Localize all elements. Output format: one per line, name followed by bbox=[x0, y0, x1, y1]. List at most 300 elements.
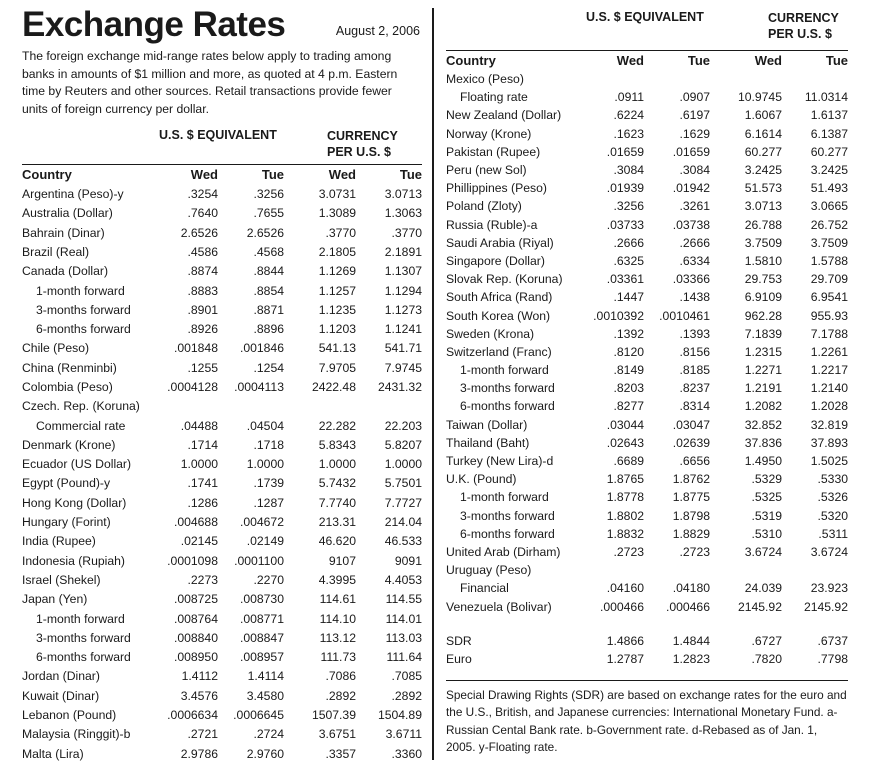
country-cell: Australia (Dollar) bbox=[22, 206, 113, 221]
usd-tue-cell: .6334 bbox=[679, 253, 710, 268]
table-row bbox=[22, 300, 422, 319]
cur-wed-cell: .5325 bbox=[751, 490, 782, 505]
cur-tue-cell: 11.0314 bbox=[804, 90, 848, 105]
usd-wed-cell: .8874 bbox=[187, 264, 218, 279]
usd-tue-cell: 1.4844 bbox=[672, 633, 710, 648]
cur-wed-cell: 29.753 bbox=[744, 272, 782, 287]
left-group-header bbox=[22, 128, 422, 164]
cur-tue-cell: 1.2217 bbox=[810, 363, 848, 378]
usd-wed-cell: .6689 bbox=[613, 454, 644, 469]
usd-wed-cell: .1447 bbox=[613, 290, 644, 305]
usd-wed-cell: .0010392 bbox=[593, 308, 644, 323]
country-cell: Argentina (Peso)-y bbox=[22, 187, 124, 202]
country-cell: Peru (new Sol) bbox=[446, 163, 527, 178]
cur-tue-cell: 3.6711 bbox=[385, 727, 422, 742]
table-row bbox=[446, 325, 848, 343]
cur-wed-cell: 37.836 bbox=[744, 435, 782, 450]
country-cell: Russia (Ruble)-a bbox=[446, 217, 538, 232]
table-row bbox=[22, 512, 422, 531]
cur-wed-cell: .5329 bbox=[751, 472, 782, 487]
cur-tue-cell: 1.1273 bbox=[384, 302, 422, 317]
cur-tue-cell: 22.203 bbox=[384, 418, 422, 433]
currency-heading-line1: CURRENCY bbox=[327, 129, 398, 144]
table-row bbox=[446, 125, 848, 143]
currency-heading-line2-right: PER U.S. $ bbox=[768, 27, 832, 41]
usd-tue-cell: .8871 bbox=[253, 302, 284, 317]
usd-tue-cell: .2724 bbox=[253, 727, 284, 742]
cur-wed-cell: 1.2315 bbox=[744, 344, 782, 359]
table-row bbox=[446, 561, 848, 579]
usd-tue-cell: .4568 bbox=[253, 244, 284, 259]
table-row bbox=[22, 725, 422, 744]
usd-tue-cell: .04180 bbox=[672, 581, 710, 596]
cur-tue-cell: 955.93 bbox=[810, 308, 848, 323]
cur-wed-cell: 1.1203 bbox=[318, 322, 356, 337]
country-cell: 6-months forward bbox=[460, 526, 555, 541]
usd-tue-cell: .01659 bbox=[672, 144, 710, 159]
country-cell: Colombia (Peso) bbox=[22, 379, 113, 394]
country-cell: South Korea (Won) bbox=[446, 308, 551, 323]
cur-tue-cell: 1.0000 bbox=[384, 457, 422, 472]
cur-tue-cell: .5320 bbox=[817, 508, 848, 523]
cur-tue-cell: 1.1307 bbox=[384, 264, 422, 279]
usd-wed-cell: .2723 bbox=[613, 544, 644, 559]
usd-wed-cell: 1.8765 bbox=[606, 472, 644, 487]
usd-wed-cell: 1.0000 bbox=[180, 457, 218, 472]
table-row bbox=[22, 435, 422, 454]
country-cell: 1-month forward bbox=[36, 283, 125, 298]
country-cell: Turkey (New Lira)-d bbox=[446, 454, 554, 469]
cur-tue-cell: 1.6137 bbox=[810, 108, 848, 123]
table-row bbox=[22, 532, 422, 551]
country-cell: United Arab (Dirham) bbox=[446, 544, 561, 559]
usd-tue-cell: .03366 bbox=[672, 272, 710, 287]
usd-tue-cell: .2270 bbox=[253, 572, 284, 587]
usd-tue-cell: .2723 bbox=[679, 544, 710, 559]
table-row bbox=[22, 455, 422, 474]
cur-tue-cell: 60.277 bbox=[810, 144, 848, 159]
cur-tue-cell: 7.1788 bbox=[810, 326, 848, 341]
usd-wed-cell: .0001098 bbox=[167, 553, 218, 568]
country-cell: 6-months forward bbox=[36, 650, 131, 665]
cur-wed-cell: 962.28 bbox=[744, 308, 782, 323]
cur-wed-cell: 1.1235 bbox=[318, 302, 356, 317]
cur-wed-cell: 60.277 bbox=[744, 144, 782, 159]
cur-tue-cell: .7798 bbox=[817, 651, 848, 666]
usd-tue-cell: .0004113 bbox=[234, 379, 284, 394]
usd-tue-cell: .8896 bbox=[253, 322, 284, 337]
table-row bbox=[446, 488, 848, 506]
usd-tue-cell: .2666 bbox=[679, 235, 710, 250]
usd-tue-column-header-right: Tue bbox=[687, 53, 710, 68]
usd-equivalent-heading: U.S. $ EQUIVALENT bbox=[159, 128, 277, 143]
usd-tue-cell: 2.9760 bbox=[246, 746, 284, 761]
usd-tue-cell: .1393 bbox=[679, 326, 710, 341]
country-cell: Hungary (Forint) bbox=[22, 515, 111, 530]
usd-tue-cell: .02639 bbox=[672, 435, 710, 450]
usd-wed-cell: .1714 bbox=[187, 437, 218, 452]
cur-wed-cell: 51.573 bbox=[744, 181, 782, 196]
cur-tue-cell: 4.4053 bbox=[384, 572, 422, 587]
usd-wed-cell: .1392 bbox=[613, 326, 644, 341]
country-cell: Venezuela (Bolivar) bbox=[446, 599, 552, 614]
usd-tue-cell: .8314 bbox=[679, 399, 710, 414]
table-row bbox=[22, 281, 422, 300]
cur-wed-cell: 1.5810 bbox=[744, 253, 782, 268]
country-cell: 1-month forward bbox=[460, 490, 549, 505]
cur-wed-cell: 26.788 bbox=[744, 217, 782, 232]
right-table-header bbox=[446, 50, 848, 70]
cur-wed-cell: 24.039 bbox=[744, 581, 782, 596]
usd-tue-cell: .1438 bbox=[679, 290, 710, 305]
country-cell: 6-months forward bbox=[36, 322, 131, 337]
table-row bbox=[446, 579, 848, 597]
table-row bbox=[446, 632, 848, 650]
currency-heading-line1-right: CURRENCY bbox=[768, 11, 839, 25]
country-cell: Commercial rate bbox=[36, 418, 126, 433]
cur-wed-cell: 2.1805 bbox=[318, 244, 356, 259]
usd-wed-cell: 3.4576 bbox=[180, 688, 218, 703]
cur-wed-cell: 2422.48 bbox=[311, 379, 356, 394]
table-row bbox=[446, 106, 848, 124]
cur-wed-cell: 114.10 bbox=[319, 611, 356, 626]
usd-wed-cell: 1.8802 bbox=[606, 508, 644, 523]
usd-tue-cell: 1.8829 bbox=[672, 526, 710, 541]
cur-tue-cell: 6.1387 bbox=[810, 126, 848, 141]
country-cell: 1-month forward bbox=[36, 611, 125, 626]
usd-wed-cell: .3254 bbox=[187, 187, 218, 202]
usd-wed-cell: .1286 bbox=[187, 495, 218, 510]
column-divider bbox=[432, 8, 434, 760]
usd-wed-cell: .7640 bbox=[187, 206, 218, 221]
usd-tue-cell: .02149 bbox=[246, 534, 284, 549]
country-cell: India (Rupee) bbox=[22, 534, 96, 549]
cur-tue-cell: 37.893 bbox=[810, 435, 848, 450]
usd-tue-cell: 1.8762 bbox=[672, 472, 710, 487]
usd-tue-cell: .008957 bbox=[239, 650, 284, 665]
usd-wed-cell: .008725 bbox=[173, 592, 218, 607]
cur-tue-cell: 1.5025 bbox=[810, 454, 848, 469]
table-row bbox=[446, 252, 848, 270]
cur-tue-cell: 1.1241 bbox=[384, 322, 422, 337]
cur-wed-cell: 114.61 bbox=[319, 592, 356, 607]
table-row bbox=[22, 648, 422, 667]
table-row bbox=[22, 397, 422, 416]
cur-wed-cell: 3.7509 bbox=[744, 235, 782, 250]
table-row bbox=[446, 650, 848, 668]
usd-wed-cell: .8901 bbox=[187, 302, 218, 317]
cur-wed-cell: 32.852 bbox=[744, 417, 782, 432]
table-row bbox=[22, 705, 422, 724]
usd-wed-cell: 1.4866 bbox=[606, 633, 644, 648]
country-cell: China (Renminbi) bbox=[22, 360, 117, 375]
usd-tue-cell: 1.0000 bbox=[246, 457, 284, 472]
cur-wed-cell: 5.8343 bbox=[318, 437, 356, 452]
country-cell: Ecuador (US Dollar) bbox=[22, 457, 132, 472]
cur-wed-cell: 3.0731 bbox=[318, 187, 356, 202]
cur-wed-column-header-right: Wed bbox=[754, 53, 782, 68]
cur-tue-cell: .5330 bbox=[817, 472, 848, 487]
table-row bbox=[446, 161, 848, 179]
usd-tue-cell: .001846 bbox=[239, 341, 284, 356]
usd-tue-cell: 1.8775 bbox=[672, 490, 710, 505]
cur-tue-cell: 111.64 bbox=[386, 650, 422, 665]
usd-tue-cell: .8237 bbox=[679, 381, 710, 396]
cur-tue-column-header: Tue bbox=[399, 167, 422, 183]
usd-tue-cell: 1.8798 bbox=[672, 508, 710, 523]
cur-tue-cell: 3.7509 bbox=[810, 235, 848, 250]
table-row bbox=[22, 628, 422, 647]
usd-wed-cell: .008840 bbox=[173, 630, 218, 645]
usd-tue-cell: .0006645 bbox=[233, 708, 284, 723]
usd-wed-cell: .8149 bbox=[613, 363, 644, 378]
cur-tue-cell: .7085 bbox=[391, 669, 422, 684]
table-row bbox=[446, 397, 848, 415]
left-table-header bbox=[22, 164, 422, 184]
table-row bbox=[22, 358, 422, 377]
country-cell: Kuwait (Dinar) bbox=[22, 688, 100, 703]
usd-wed-cell: .3084 bbox=[613, 163, 644, 178]
usd-tue-cell: .04504 bbox=[246, 418, 284, 433]
table-row bbox=[446, 70, 848, 88]
usd-wed-cell: .1741 bbox=[187, 476, 218, 491]
cur-tue-cell: 51.493 bbox=[810, 181, 848, 196]
country-cell: Mexico (Peso) bbox=[446, 72, 524, 87]
usd-wed-cell: .008950 bbox=[173, 650, 218, 665]
cur-tue-cell: 5.8207 bbox=[384, 437, 422, 452]
usd-wed-cell: .4586 bbox=[187, 244, 218, 259]
usd-wed-cell: .004688 bbox=[173, 515, 218, 530]
table-row bbox=[22, 493, 422, 512]
country-cell: 3-months forward bbox=[36, 630, 131, 645]
cur-wed-cell: 9107 bbox=[328, 553, 356, 568]
cur-tue-cell: 1.3063 bbox=[384, 206, 422, 221]
cur-tue-cell: 7.9745 bbox=[384, 360, 422, 375]
table-row bbox=[446, 270, 848, 288]
cur-tue-cell: 3.0665 bbox=[810, 199, 848, 214]
cur-tue-cell: 3.6724 bbox=[810, 544, 848, 559]
right-column bbox=[446, 10, 848, 757]
cur-tue-cell: 32.819 bbox=[810, 417, 848, 432]
usd-wed-cell: 1.4112 bbox=[181, 669, 218, 684]
cur-tue-cell: 2.1891 bbox=[384, 244, 422, 259]
cur-tue-cell: 1504.89 bbox=[377, 708, 422, 723]
usd-tue-cell: 1.4114 bbox=[247, 669, 284, 684]
cur-wed-cell: .7820 bbox=[751, 651, 782, 666]
usd-tue-cell: .6197 bbox=[679, 108, 710, 123]
cur-wed-cell: 10.9745 bbox=[737, 90, 782, 105]
country-cell: U.K. (Pound) bbox=[446, 472, 517, 487]
cur-tue-cell: 2145.92 bbox=[803, 599, 848, 614]
usd-tue-cell: .008847 bbox=[239, 630, 284, 645]
country-cell: Singapore (Dollar) bbox=[446, 253, 545, 268]
cur-wed-cell: .3357 bbox=[325, 746, 356, 761]
table-row bbox=[446, 507, 848, 525]
table-row bbox=[446, 197, 848, 215]
country-cell: South Africa (Rand) bbox=[446, 290, 553, 305]
usd-wed-cell: .2273 bbox=[187, 572, 218, 587]
cur-tue-cell: 1.5788 bbox=[810, 253, 848, 268]
table-row bbox=[446, 361, 848, 379]
table-row bbox=[22, 377, 422, 396]
table-spacer bbox=[446, 616, 848, 632]
right-table-body bbox=[446, 70, 848, 616]
usd-tue-cell: .004672 bbox=[239, 515, 284, 530]
cur-tue-cell: 3.0713 bbox=[384, 187, 422, 202]
country-cell: Canada (Dollar) bbox=[22, 264, 109, 279]
usd-tue-cell: 2.6526 bbox=[246, 225, 284, 240]
cur-tue-cell: 9091 bbox=[394, 553, 422, 568]
usd-equivalent-heading-right: U.S. $ EQUIVALENT bbox=[586, 10, 704, 24]
cur-tue-cell: .2892 bbox=[391, 688, 422, 703]
cur-wed-cell: 1.2082 bbox=[744, 399, 782, 414]
country-cell: Financial bbox=[460, 581, 509, 596]
usd-wed-cell: .2666 bbox=[613, 235, 644, 250]
table-row bbox=[446, 452, 848, 470]
country-cell: Chile (Peso) bbox=[22, 341, 90, 356]
table-row bbox=[22, 319, 422, 338]
cur-tue-cell: 46.533 bbox=[384, 534, 422, 549]
cur-wed-cell: 213.31 bbox=[318, 515, 356, 530]
country-cell: 6-months forward bbox=[460, 399, 555, 414]
country-cell: Malaysia (Ringgit)-b bbox=[22, 727, 131, 742]
usd-wed-cell: .03361 bbox=[606, 272, 644, 287]
country-cell: Indonesia (Rupiah) bbox=[22, 553, 125, 568]
cur-tue-cell: 1.2028 bbox=[810, 399, 848, 414]
country-cell: Sweden (Krona) bbox=[446, 326, 535, 341]
table-row bbox=[22, 551, 422, 570]
country-column-header-right: Country bbox=[446, 53, 496, 68]
country-cell: Japan (Yen) bbox=[22, 592, 88, 607]
usd-wed-cell: .03044 bbox=[606, 417, 644, 432]
usd-wed-cell: 1.8832 bbox=[606, 526, 644, 541]
table-row bbox=[22, 223, 422, 242]
cur-wed-cell: 4.3995 bbox=[318, 572, 356, 587]
currency-per-usd-heading-right bbox=[768, 10, 839, 42]
cur-wed-cell: .3770 bbox=[325, 225, 356, 240]
country-cell: Phillippines (Peso) bbox=[446, 181, 547, 196]
cur-wed-cell: 3.6751 bbox=[318, 727, 356, 742]
usd-tue-cell: .01942 bbox=[672, 181, 710, 196]
cur-tue-cell: 1.2261 bbox=[810, 344, 848, 359]
country-cell: 3-months forward bbox=[460, 508, 555, 523]
table-row bbox=[22, 184, 422, 203]
country-cell: Brazil (Real) bbox=[22, 244, 90, 259]
country-cell: 3-months forward bbox=[36, 302, 131, 317]
usd-tue-cell: .8185 bbox=[679, 363, 710, 378]
usd-wed-cell: .001848 bbox=[173, 341, 218, 356]
cur-wed-cell: 1.4950 bbox=[744, 454, 782, 469]
country-cell: Israel (Shekel) bbox=[22, 572, 101, 587]
country-cell: Slovak Rep. (Koruna) bbox=[446, 272, 563, 287]
cur-tue-cell: 5.7501 bbox=[384, 476, 422, 491]
cur-wed-cell: .7086 bbox=[325, 669, 356, 684]
usd-wed-cell: .8926 bbox=[187, 322, 218, 337]
sdr-euro-table-body bbox=[446, 632, 848, 668]
left-table-body bbox=[22, 184, 422, 763]
cur-wed-cell: 1507.39 bbox=[311, 708, 356, 723]
table-row bbox=[446, 434, 848, 452]
usd-tue-cell: 3.4580 bbox=[246, 688, 284, 703]
cur-tue-column-header-right: Tue bbox=[825, 53, 848, 68]
cur-wed-cell: 3.0713 bbox=[744, 199, 782, 214]
cur-wed-cell: .5319 bbox=[751, 508, 782, 523]
country-cell: Malta (Lira) bbox=[22, 746, 84, 761]
table-row bbox=[22, 570, 422, 589]
page-date: August 2, 2006 bbox=[335, 24, 420, 38]
country-cell: Taiwan (Dollar) bbox=[446, 417, 528, 432]
country-cell: Bahrain (Dinar) bbox=[22, 225, 105, 240]
country-cell: Uruguay (Peso) bbox=[446, 563, 532, 578]
usd-wed-cell: .0004128 bbox=[167, 379, 218, 394]
cur-tue-cell: 114.01 bbox=[385, 611, 422, 626]
usd-wed-cell: .8277 bbox=[613, 399, 644, 414]
cur-wed-cell: 5.7432 bbox=[318, 476, 356, 491]
cur-tue-cell: .5326 bbox=[817, 490, 848, 505]
usd-tue-cell: .000466 bbox=[665, 599, 710, 614]
usd-wed-column-header-right: Wed bbox=[616, 53, 644, 68]
cur-tue-cell: 113.03 bbox=[385, 630, 422, 645]
usd-tue-cell: .03047 bbox=[672, 417, 710, 432]
usd-tue-cell: .3261 bbox=[679, 199, 710, 214]
usd-tue-cell: .3256 bbox=[253, 187, 284, 202]
usd-tue-cell: .0010461 bbox=[659, 308, 710, 323]
usd-wed-cell: .2721 bbox=[187, 727, 218, 742]
usd-tue-column-header: Tue bbox=[261, 167, 284, 183]
usd-tue-cell: .3084 bbox=[679, 163, 710, 178]
cur-wed-cell: 6.9109 bbox=[744, 290, 782, 305]
usd-tue-cell: .008730 bbox=[239, 592, 284, 607]
cur-tue-cell: 541.71 bbox=[384, 341, 422, 356]
country-cell: Czech. Rep. (Koruna) bbox=[22, 399, 140, 414]
usd-wed-cell: .0006634 bbox=[167, 708, 218, 723]
cur-tue-cell: .3360 bbox=[391, 746, 422, 761]
cur-wed-cell: 6.1614 bbox=[744, 126, 782, 141]
country-cell: Switzerland (Franc) bbox=[446, 344, 552, 359]
usd-wed-cell: .6325 bbox=[613, 253, 644, 268]
country-cell: Thailand (Baht) bbox=[446, 435, 530, 450]
country-cell: Saudi Arabia (Riyal) bbox=[446, 235, 554, 250]
usd-wed-cell: 1.8778 bbox=[606, 490, 644, 505]
footnote: Special Drawing Rights (SDR) are based on exchange rates for the euro and the U.S., British, and Japanese currencies: International Monetary Fund. a-Russian Cental Bank rate. b-Government rate. d-Rebased as of Jan. 1, 2005. y-Floating rate. bbox=[446, 680, 848, 757]
cur-tue-cell: .3770 bbox=[391, 225, 422, 240]
usd-wed-cell: .01659 bbox=[606, 144, 644, 159]
cur-wed-cell: .5310 bbox=[751, 526, 782, 541]
table-row bbox=[446, 143, 848, 161]
cur-wed-cell: .2892 bbox=[325, 688, 356, 703]
country-cell: Egypt (Pound)-y bbox=[22, 476, 111, 491]
cur-wed-cell: 1.2191 bbox=[744, 381, 782, 396]
usd-tue-cell: .0001100 bbox=[234, 553, 284, 568]
table-row bbox=[22, 609, 422, 628]
cur-tue-cell: 7.7727 bbox=[384, 495, 422, 510]
table-row bbox=[446, 179, 848, 197]
table-row bbox=[22, 744, 422, 763]
usd-wed-cell: .02643 bbox=[606, 435, 644, 450]
usd-wed-cell: .1255 bbox=[187, 360, 218, 375]
cur-tue-cell: 29.709 bbox=[810, 272, 848, 287]
cur-tue-cell: 23.923 bbox=[810, 581, 848, 596]
cur-wed-cell: 111.73 bbox=[320, 650, 356, 665]
cur-wed-cell: 541.13 bbox=[318, 341, 356, 356]
table-row bbox=[446, 234, 848, 252]
country-cell: Euro bbox=[446, 651, 472, 666]
country-cell: Pakistan (Rupee) bbox=[446, 144, 541, 159]
usd-tue-cell: .8844 bbox=[253, 264, 284, 279]
country-cell: 1-month forward bbox=[460, 363, 549, 378]
usd-wed-cell: 2.6526 bbox=[180, 225, 218, 240]
usd-wed-cell: .0911 bbox=[614, 90, 644, 105]
